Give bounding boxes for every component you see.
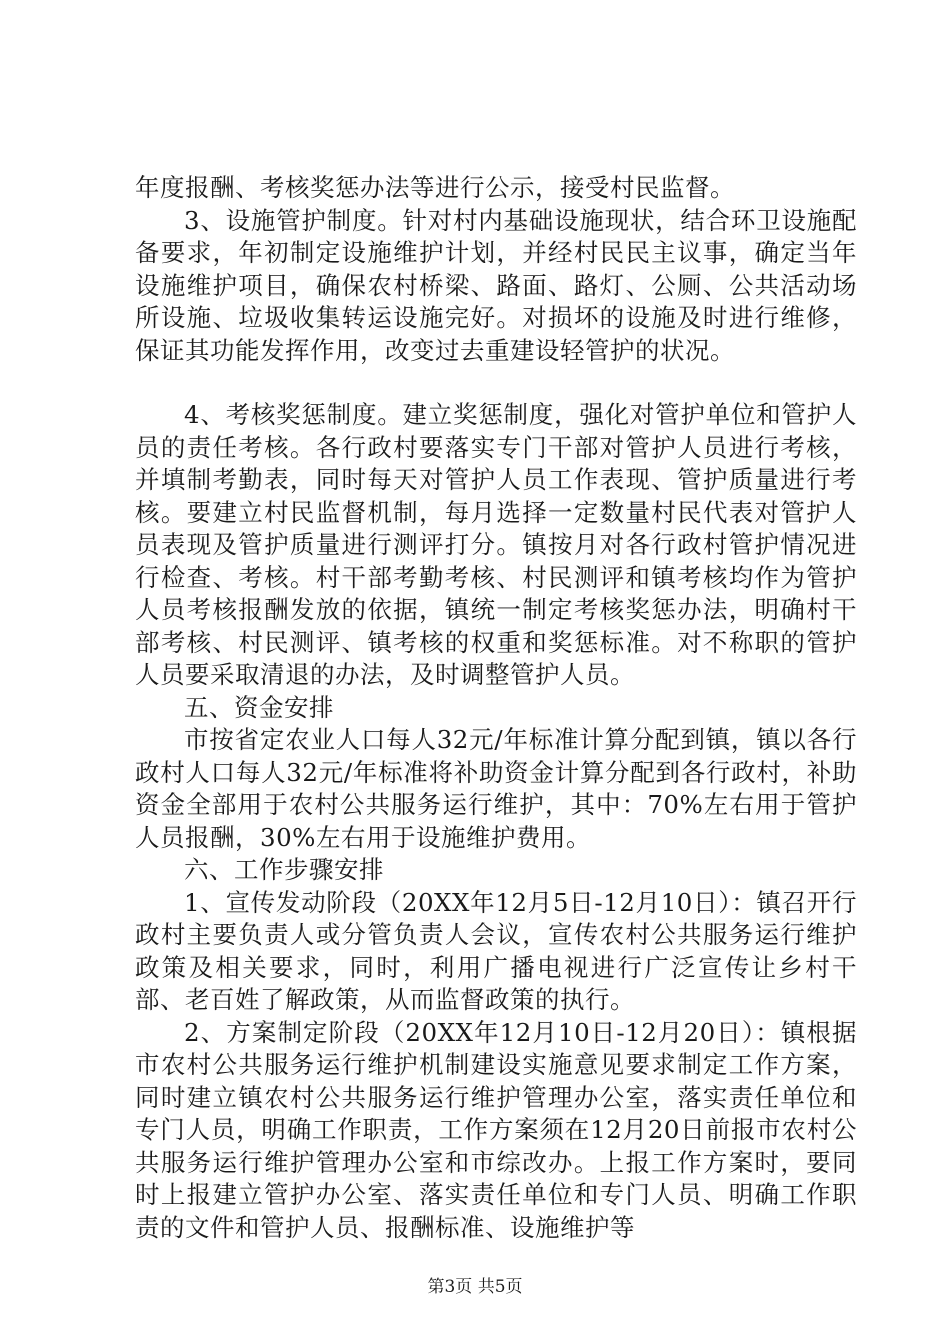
document-body (135, 172, 857, 1244)
paragraph-assessment: 4、考核奖惩制度。建立奖惩制度，强化对管护单位和管护人员的责任考核。各行政村要落实专门干部对管护人员进行考核，并填制考勤表，同时每天对管护人员工作表现、管护质量进行考核。要建立村民监督机制，每月选择一定数量村民代表对管护人员表现及管护质量进行测评打分。镇按月对各行政村管护情况进行检查、考核。村干部考勤考核、村民测评和镇考核均作为管护人员考核报酬发放的依据，镇统一制定考核奖惩办法，明确村干部考核、村民测评、镇考核的权重和奖惩标准。对不称职的管护人员要采取清退的办法，及时调整管护人员。 (135, 400, 857, 689)
paragraph-funding: 市按省定农业人口每人32元/年标准计算分配到镇，镇以各行政村人口每人32元/年标准将补助资金计算分配到各行政村，补助资金全部用于农村公共服务运行维护，其中：70%左右用于管护人员报酬，30%左右用于设施维护费用。 (135, 725, 857, 852)
page-number-footer: 第3页 共5页 (427, 1277, 523, 1297)
section-heading-funding: 五、资金安排 (184, 692, 334, 722)
paragraph-facility-maintenance: 3、设施管护制度。针对村内基础设施现状，结合环卫设施配备要求，年初制定设施维护计划，并经村民民主议事，确定当年设施维护项目，确保农村桥梁、路面、路灯、公厕、公共活动场所设施、垃圾收集转运设施完好。对损坏的设施及时进行维修，保证其功能发挥作用，改变过去重建设轻管护的状况。 (135, 205, 857, 365)
paragraph-step-publicity: 1、宣传发动阶段（20XX年12月5日-12月10日）：镇召开行政村主要负责人或分管负责人会议，宣传农村公共服务运行维护政策及相关要求，同时，利用广播电视进行广泛宣传让乡村干部、老百姓了解政策，从而监督政策的执行。 (135, 887, 857, 1014)
paragraph-step-plan: 2、方案制定阶段（20XX年12月10日-12月20日）：镇根据市农村公共服务运行维护机制建设实施意见要求制定工作方案，同时建立镇农村公共服务运行维护管理办公室，落实责任单位和专门人员，明确工作职责，工作方案须在12月20日前报市农村公共服务运行维护管理办公室和市综改办。上报工作方案时，要同时上报建立管护办公室、落实责任单位和专门人员、明确工作职责的文件和管护人员、报酬标准、设施维护等 (135, 1017, 857, 1242)
section-heading-work-steps: 六、工作步骤安排 (184, 855, 384, 884)
paragraph-continuation: 年度报酬、考核奖惩办法等进行公示，接受村民监督。 (135, 173, 735, 202)
